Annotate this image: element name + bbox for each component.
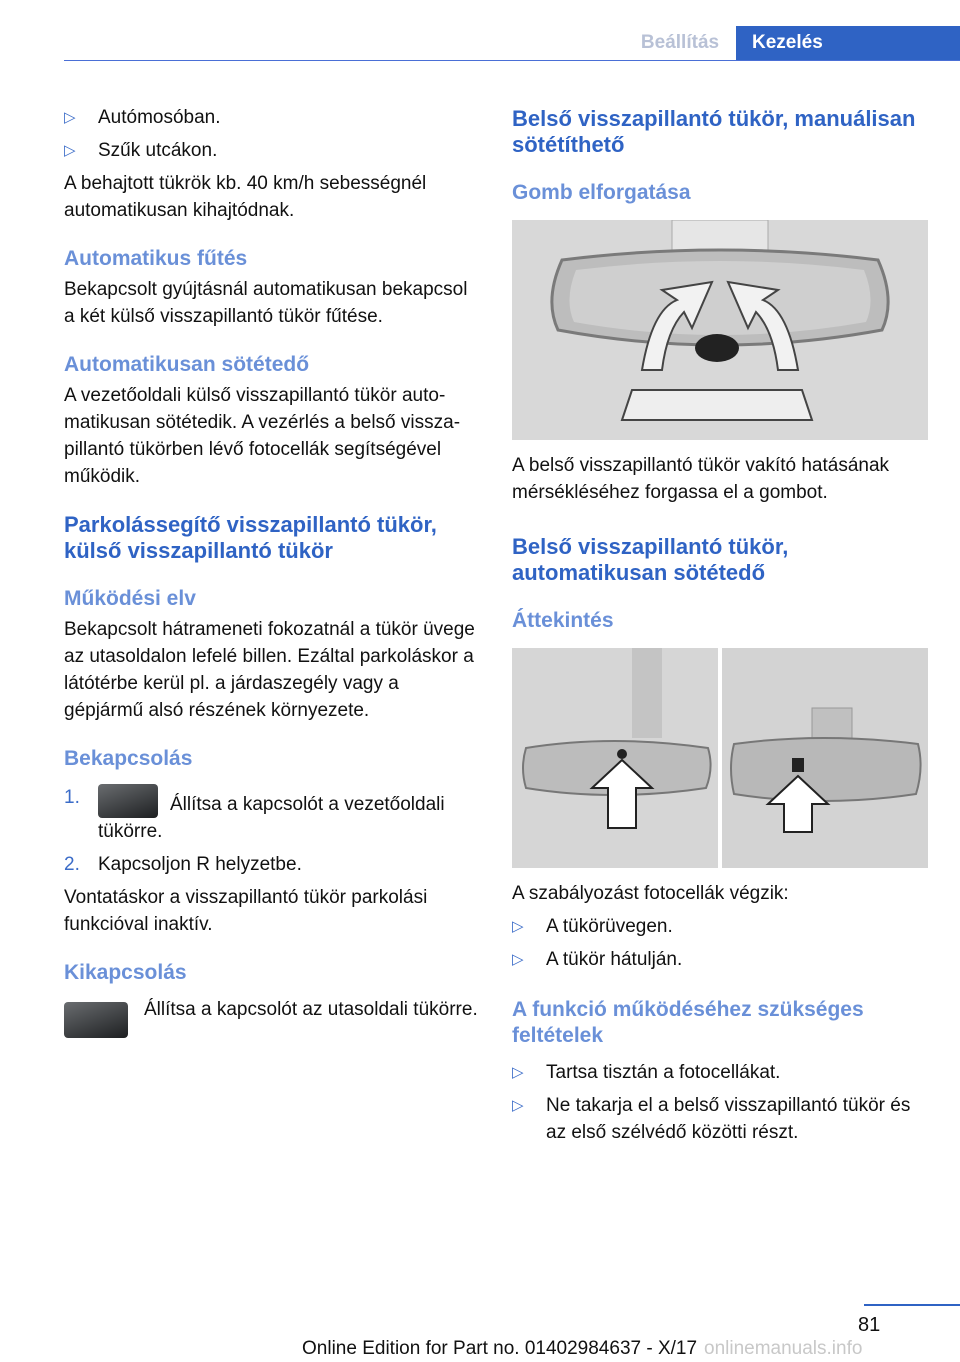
- paragraph: Bekapcsolt gyújtásnál automatikusan bekapcsol a két külső visszapillantó tükör fűtése.: [64, 279, 468, 327]
- triangle-right-icon: ▷: [64, 109, 76, 126]
- triangle-right-icon: ▷: [512, 918, 524, 935]
- list-item: ▷ Szűk utcákon.: [64, 137, 480, 164]
- heading-bekapcsolas: Bekapcsolás: [64, 747, 193, 770]
- list-item: ▷ A tükör hátulján.: [512, 946, 928, 973]
- right-column: [512, 98, 928, 1146]
- list-item: ▷ A tükörüvegen.: [512, 913, 928, 940]
- photocell-images: [512, 648, 928, 868]
- page-number: 81: [858, 1314, 881, 1336]
- list-item: 1. Állítsa a kapcsolót a vezetőoldali tükörre.: [64, 784, 480, 845]
- list-item: 2. Kapcsoljon R helyzetbe.: [64, 854, 302, 875]
- footer-rule: [864, 1304, 960, 1306]
- list-item: ▷ Autómosóban.: [64, 104, 480, 131]
- heading-attekintes: Áttekintés: [512, 609, 614, 632]
- paragraph: Bekapcsolt hátrameneti fokozatnál a tükör üvege az utasoldalon lefelé billen. Ezáltal parkoláskor a látótérbe kerül pl. a járdaszegély vagy a gépjármű alsó részének környezete.: [64, 619, 475, 721]
- header-rule: [64, 60, 960, 61]
- triangle-right-icon: ▷: [512, 1064, 524, 1081]
- paragraph: Vontatáskor a visszapillantó tükör parkolási funkcióval inaktív.: [64, 887, 428, 935]
- mirror-switch-icon: [98, 784, 158, 818]
- left-column: [64, 98, 480, 1050]
- heading-parkolassegito: Parkolássegítő visszapillantó tükör, külső visszapillantó tükör: [64, 512, 437, 563]
- online-edition-text: Online Edition for Part no. 01402984637 - X/17: [302, 1338, 698, 1359]
- paragraph: A behajtott tükrök kb. 40 km/h sebességnél automatikusan kihajtódnak.: [64, 173, 427, 221]
- heading-automatikusan-sotetedo: Automatikusan sötétedő: [64, 353, 310, 376]
- heading-kikapcsolas: Kikapcsolás: [64, 961, 187, 984]
- mirror-knob-illustration: [512, 220, 928, 440]
- watermark: onlinemanuals.info: [704, 1338, 863, 1359]
- triangle-right-icon: ▷: [64, 142, 76, 159]
- list-item: ▷ Tartsa tisztán a fotocellákat.: [512, 1059, 928, 1086]
- mirror-back-image: [722, 648, 928, 868]
- paragraph: A szabályozást fotocellák végzik:: [512, 883, 789, 904]
- heading-mukodesi-elv: Működési elv: [64, 587, 196, 610]
- paragraph: A vezetőoldali külső visszapillantó tükör automatikusan sötétedik. A vezérlés a belső visszapillantó tükörben lévő fotocellák segítségével működik.: [64, 385, 461, 487]
- heading-belso-manualis: Belső visszapillantó tükör, manuálisan sötétíthető: [512, 106, 916, 157]
- paragraph: A belső visszapillantó tükör vakító hatásának mérsékléséhez forgassa el a gombot.: [512, 455, 890, 503]
- heading-automatikus-futes: Automatikus fűtés: [64, 247, 248, 270]
- triangle-right-icon: ▷: [512, 951, 524, 968]
- mirror-front-image: [512, 648, 718, 868]
- triangle-right-icon: ▷: [512, 1097, 524, 1114]
- heading-belso-automatikus: Belső visszapillantó tükör, automatikusan sötétedő: [512, 534, 789, 585]
- mirror-switch-icon: [64, 1002, 128, 1038]
- rotary-knob-mirror-image: [512, 220, 928, 440]
- list-item: ▷ Ne takarja el a belső visszapillantó tükör és az első szélvédő közötti részt.: [512, 1092, 928, 1146]
- tab-beallitas[interactable]: Beállítás: [640, 32, 720, 53]
- heading-feltetelek: A funkció működéséhez szükséges feltételek: [512, 998, 864, 1047]
- tab-kezeles[interactable]: Kezelés: [736, 26, 960, 60]
- heading-gomb-elforgatasa: Gomb elforgatása: [512, 181, 691, 204]
- kikapcs-block: Állítsa a kapcsolót az utasoldali tükörre.: [64, 996, 480, 1050]
